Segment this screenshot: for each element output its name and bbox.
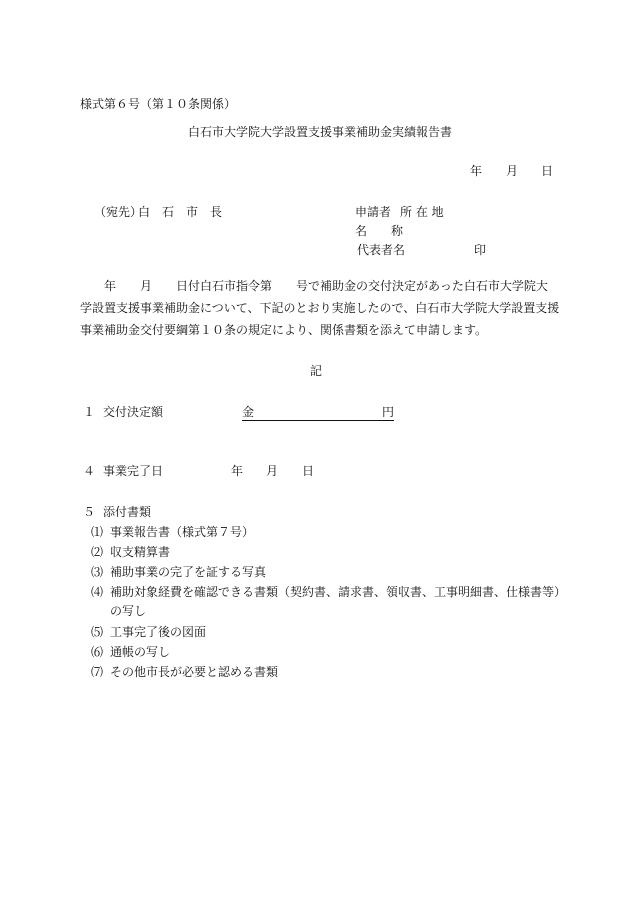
attachment-6-num: ⑹	[91, 645, 104, 659]
seal-mark: 印	[474, 243, 487, 257]
body-line-2: 学設置支援事業補助金について、下記のとおり実施したので、白石市大学院大学設置支援	[80, 301, 560, 315]
completion-month: 月	[266, 464, 279, 478]
addressee-label: （宛先）	[94, 205, 143, 219]
completion-day: 日	[302, 464, 315, 478]
body-line-3: 事業補助金交付要綱第１０条の規定により、関係書類を添えて申請します。	[80, 323, 488, 337]
date-year: 年	[470, 164, 483, 178]
completion-year: 年	[231, 464, 244, 478]
body-paragraph	[80, 275, 560, 341]
grant-amount-field	[242, 404, 394, 421]
ki-heading: 記	[310, 364, 323, 378]
date-day: 日	[541, 164, 554, 178]
attachment-2-text: 収支精算書	[110, 545, 171, 559]
item4-number: ４	[83, 464, 96, 478]
attachment-3-num: ⑶	[91, 565, 104, 579]
attachment-7-num: ⑺	[91, 665, 104, 679]
item1-number: １	[83, 405, 96, 419]
item5-label: 添付書類	[103, 505, 152, 519]
attachment-4-text: 補助対象経費を確認できる書類（契約書、請求書、領収書、工事明細書、仕様書等）	[110, 585, 567, 599]
applicant-name-label: 名 称	[355, 224, 404, 238]
attachment-5-text: 工事完了後の図面	[110, 625, 207, 639]
attachment-5-num: ⑸	[91, 625, 104, 639]
item4-label: 事業完了日	[103, 464, 164, 478]
applicant-address-label: 所 在 地	[400, 205, 444, 219]
attachment-1-text: 事業報告書（様式第７号）	[110, 525, 255, 539]
attachment-1-num: ⑴	[91, 525, 104, 539]
addressee-name: 白 石 市 長	[138, 205, 223, 219]
item1-label: 交付決定額	[103, 405, 164, 419]
applicant-representative-label: 代表者名	[357, 243, 406, 257]
attachment-6-text: 通帳の写し	[110, 645, 171, 659]
form-number: 様式第６号（第１０条関係）	[80, 97, 237, 111]
attachment-7-text: その他市長が必要と認める書類	[110, 665, 279, 679]
attachment-3-text: 補助事業の完了を証する写真	[110, 565, 267, 579]
date-month: 月	[506, 164, 519, 178]
body-line-1: 年 月 日付白石市指令第 号で補助金の交付決定があった白石市大学院大	[80, 279, 548, 293]
applicant-role: 申請者	[355, 205, 392, 219]
amount-suffix: 円	[381, 405, 394, 419]
attachment-4-continuation: の写し	[110, 604, 147, 618]
item5-number: ５	[83, 505, 96, 519]
amount-prefix: 金	[242, 405, 255, 419]
attachment-2-num: ⑵	[91, 545, 104, 559]
attachment-4-num: ⑷	[91, 585, 104, 599]
document-title: 白石市大学院大学設置支援事業補助金実績報告書	[188, 125, 453, 139]
